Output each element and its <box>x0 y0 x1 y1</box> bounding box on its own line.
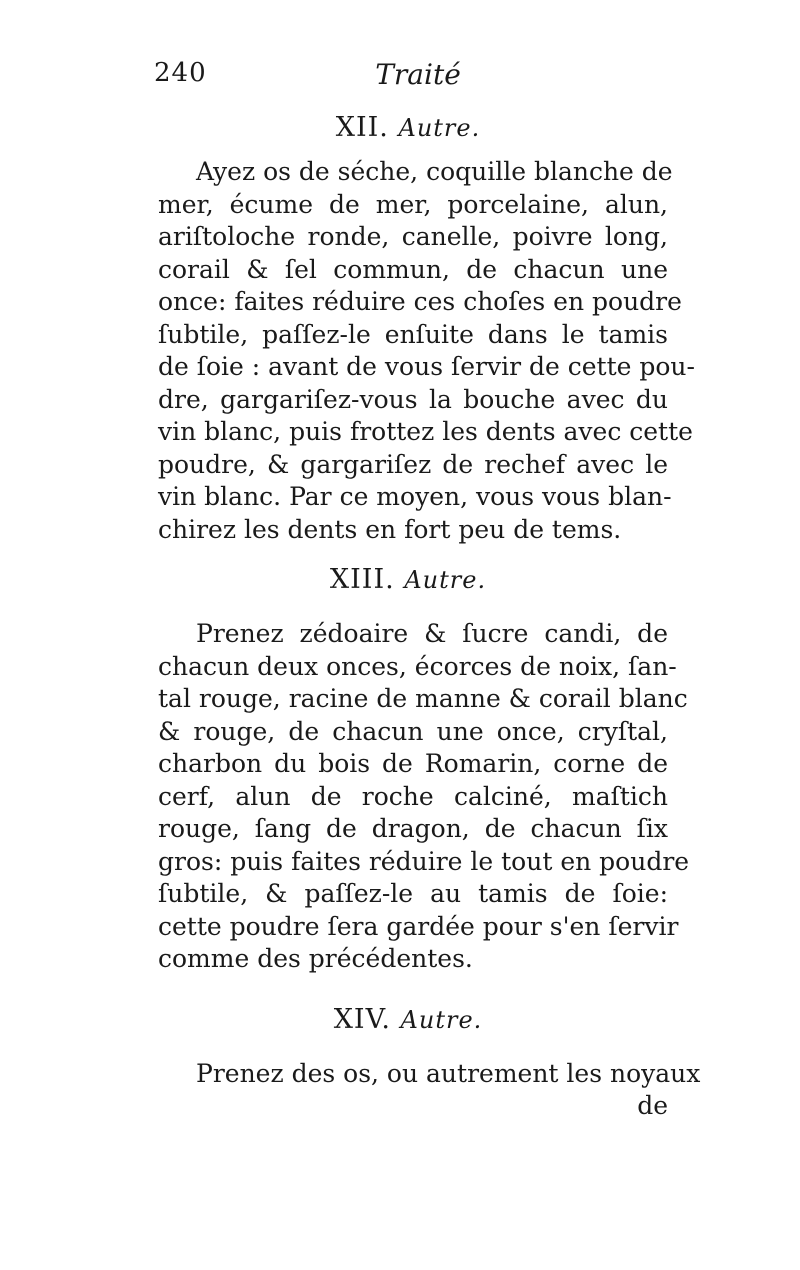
text-line: mer, écume de mer, porcelaine, alun, <box>158 189 668 219</box>
text-line: vin blanc. Par ce moyen, vous vous blan- <box>158 482 672 511</box>
text-line: gros: puis faites réduire le tout en poudre <box>158 846 690 876</box>
text-line: corail & ſel commun, de chacun une <box>158 254 668 284</box>
paragraph-xii <box>158 156 695 546</box>
section-title: Autre. <box>404 566 487 594</box>
section-number: XIII. <box>329 564 395 595</box>
section-title: Autre. <box>400 1006 483 1034</box>
page-number: 240 <box>154 58 207 88</box>
paragraph-xiv <box>158 1058 701 1091</box>
section-heading-xiv <box>148 1004 668 1035</box>
text-line: cette poudre ſera gardée pour s'en ſervir <box>158 911 679 941</box>
text-line: comme des précédentes. <box>158 944 473 973</box>
section-number: XII. <box>335 112 389 143</box>
text-line: rouge, ſang de dragon, de chacun ſix <box>158 814 668 843</box>
text-line: tal rouge, racine de manne & corail blanc <box>158 684 688 713</box>
text-line: vin blanc, puis frottez les dents avec cette <box>158 417 693 446</box>
text-line: & rouge, de chacun une once, cryſtal, <box>158 716 668 746</box>
paragraph-xiii <box>158 618 690 976</box>
text-line: Ayez os de séche, coquille blanche de <box>196 157 673 186</box>
text-line: charbon du bois de Romarin, corne de <box>158 749 668 778</box>
section-title: Autre. <box>398 114 481 142</box>
text-line: dre, gargariſez-vous la bouche avec du <box>158 384 668 414</box>
text-line: ſubtile, paſſez-le enſuite dans le tamis <box>158 319 668 349</box>
text-line: poudre, & gargariſez de rechef avec le <box>158 449 668 479</box>
text-line: de ſoie : avant de vous ſervir de cette pou- <box>158 352 695 381</box>
running-head <box>148 58 668 94</box>
text-line: ſubtile, & paſſez-le au tamis de ſoie: <box>158 879 668 908</box>
text-line: cerf, alun de roche calciné, maſtich <box>158 781 668 811</box>
text-line: ariſtoloche ronde, canelle, poivre long, <box>158 222 668 251</box>
catchword: de <box>637 1091 668 1120</box>
text-line: chirez les dents en fort peu de tems. <box>158 514 622 544</box>
text-line: chacun deux onces, écorces de noix, ſan- <box>158 651 677 681</box>
running-title: Traité <box>375 58 461 91</box>
text-line: once: faites réduire ces choſes en poudre <box>158 287 682 316</box>
section-number: XIV. <box>333 1004 391 1035</box>
text-line: Prenez des os, ou autrement les noyaux <box>196 1059 701 1088</box>
text-line: Prenez zédoaire & ſucre candi, de <box>196 619 668 648</box>
section-heading-xiii <box>148 564 668 595</box>
section-heading-xii <box>148 112 668 143</box>
